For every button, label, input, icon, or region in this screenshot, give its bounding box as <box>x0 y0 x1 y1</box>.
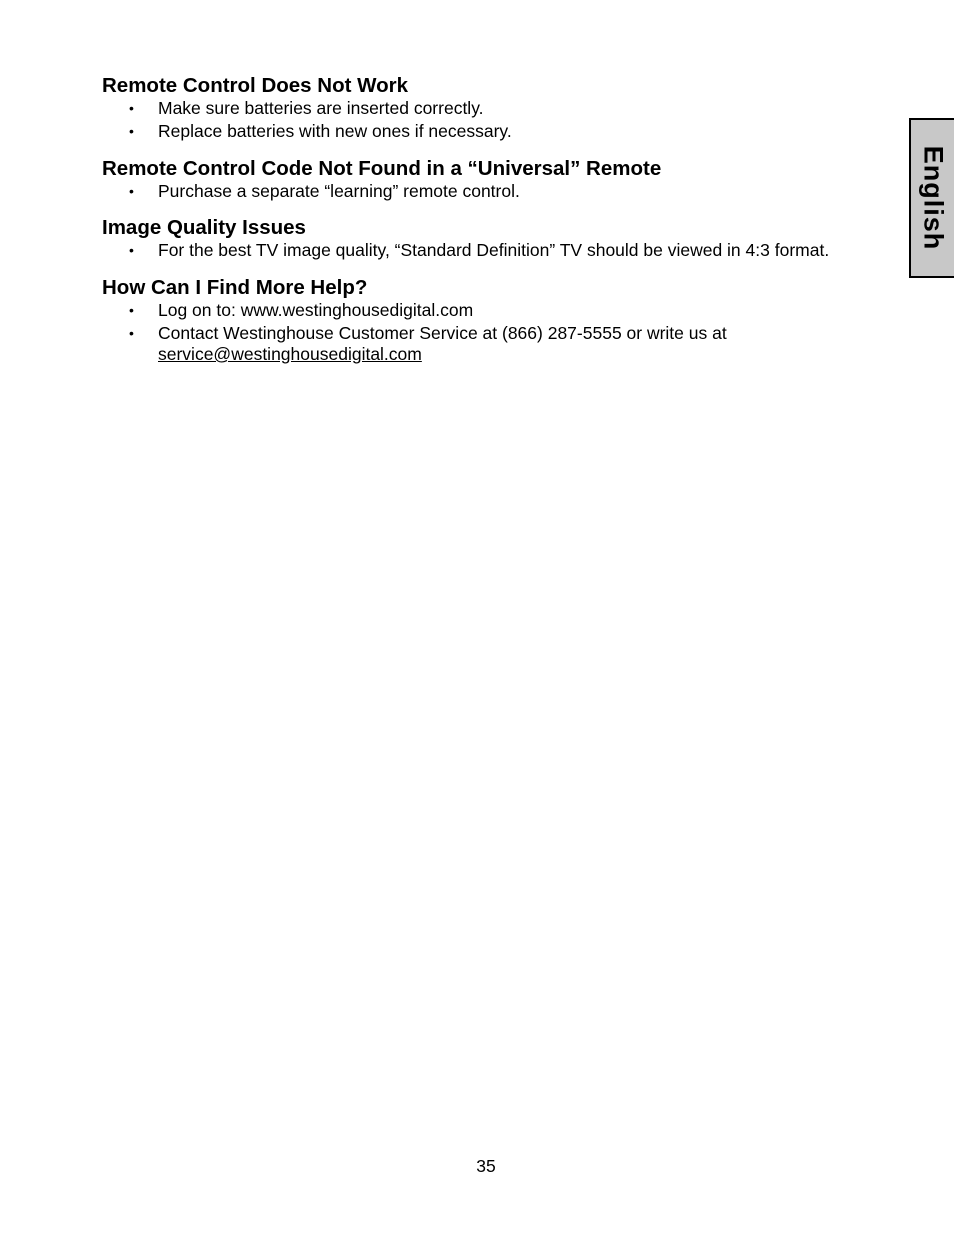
bullet-icon: • <box>129 242 134 258</box>
list-item <box>102 98 842 119</box>
list-item <box>102 121 842 142</box>
list-item-text: Log on to: www.westinghousedigital.com <box>158 300 474 320</box>
language-tab <box>909 118 954 278</box>
section-image-quality <box>102 216 842 261</box>
section-more-help <box>102 276 842 365</box>
email-link[interactable]: service@westinghousedigital.com <box>158 344 422 364</box>
page-number: 35 <box>476 1156 496 1176</box>
language-tab-label: English <box>918 145 948 251</box>
list-item-text: Replace batteries with new ones if necessary. <box>158 121 512 141</box>
bullet-icon: • <box>129 302 134 318</box>
section-heading: Remote Control Does Not Work <box>102 74 408 97</box>
list-item <box>102 300 842 321</box>
bullet-list <box>102 240 842 261</box>
section-remote-not-working <box>102 74 842 142</box>
document-body <box>102 74 842 379</box>
bullet-list <box>102 300 842 365</box>
bullet-icon: • <box>129 100 134 116</box>
section-code-not-found <box>102 157 842 202</box>
bullet-icon: • <box>129 183 134 199</box>
list-item-text: Contact Westinghouse Customer Service at (866) 287-5555 or write us at <box>158 323 727 343</box>
list-item-text: Purchase a separate “learning” remote control. <box>158 181 520 201</box>
list-item <box>102 181 842 202</box>
list-item <box>102 240 842 261</box>
bullet-icon: • <box>129 123 134 139</box>
section-heading: Remote Control Code Not Found in a “Universal” Remote <box>102 157 662 180</box>
section-heading: How Can I Find More Help? <box>102 276 368 299</box>
list-item <box>102 323 842 365</box>
list-item-text: Make sure batteries are inserted correctly. <box>158 98 484 118</box>
list-item-text: For the best TV image quality, “Standard Definition” TV should be viewed in 4:3 format. <box>158 240 830 260</box>
bullet-icon: • <box>129 325 134 341</box>
bullet-list <box>102 98 842 142</box>
section-heading: Image Quality Issues <box>102 216 306 239</box>
bullet-list <box>102 181 842 202</box>
